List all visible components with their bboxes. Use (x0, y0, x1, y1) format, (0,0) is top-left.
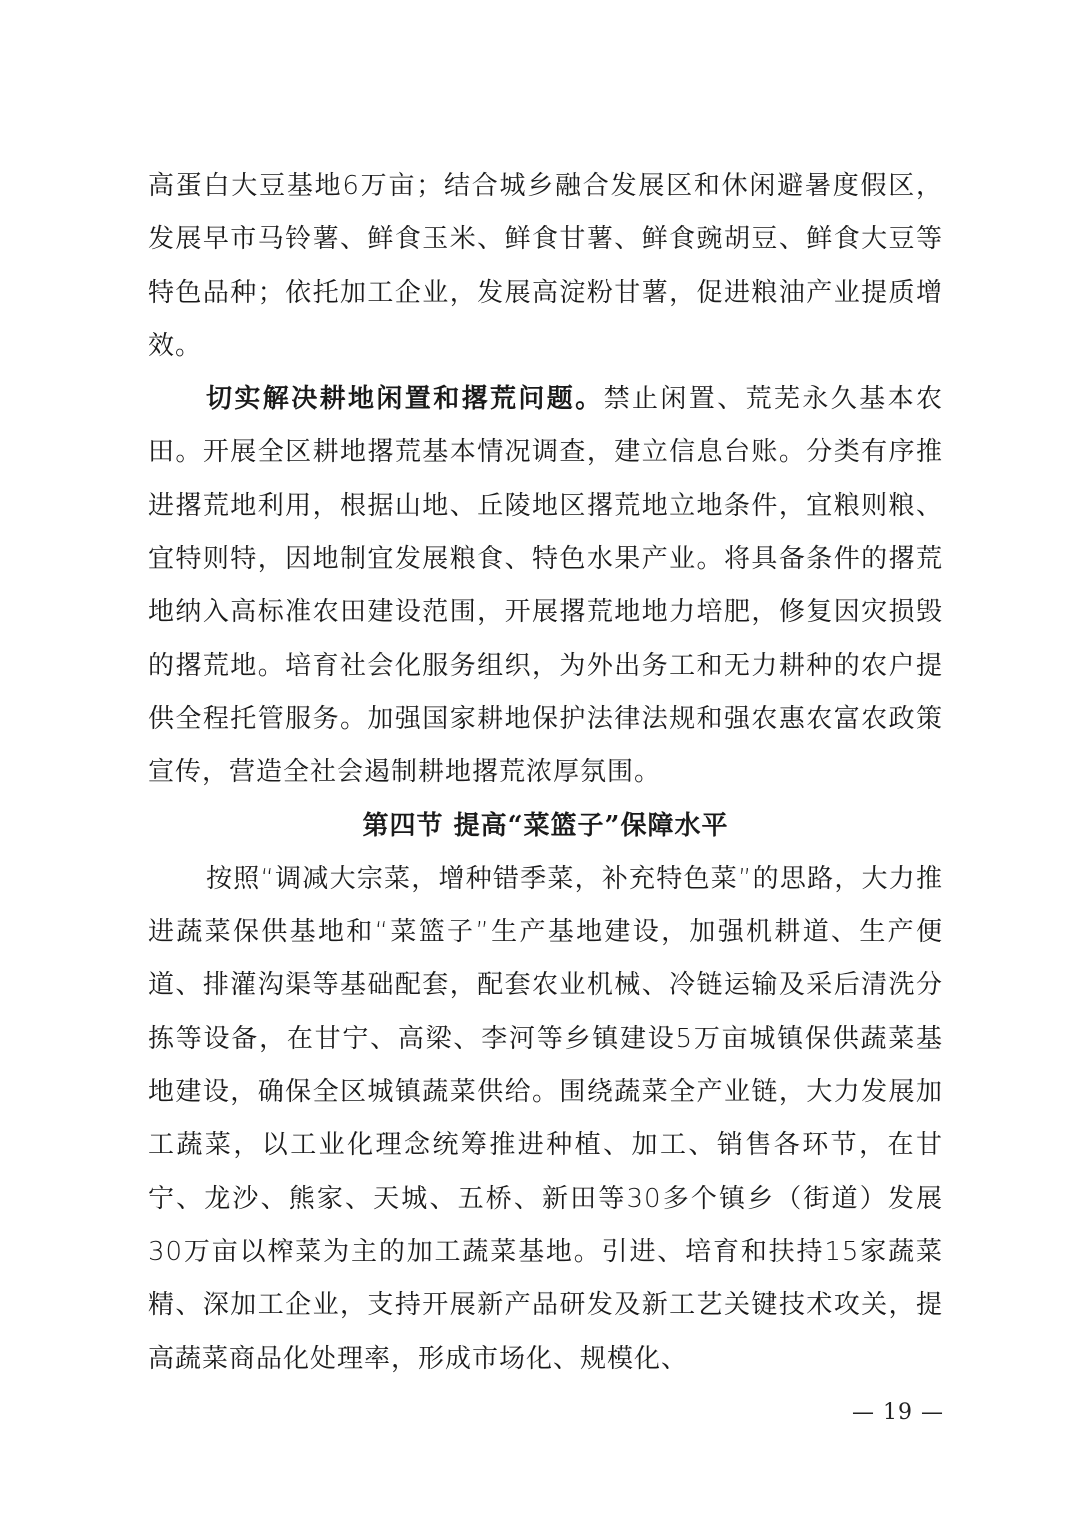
paragraph-lead-heading: 切实解决耕地闲置和撂荒问题。 (206, 384, 604, 415)
paragraph-abandoned-farmland (148, 373, 943, 799)
page-body (148, 160, 943, 1386)
paragraph-vegetable-basket: 按照“调减大宗菜，增种错季菜，补充特色菜”的思路，大力推进蔬菜保供基地和“菜篮子”生产基地建设，加强机耕道、生产便道、排灌沟渠等基础配套，配套农业机械、冷链运输及采后清洗分拣等设备，在甘宁、高梁、李河等乡镇建设5万亩城镇保供蔬菜基地建设，确保全区城镇蔬菜供给。围绕蔬菜全产业链，大力发展加工蔬菜，以工业化理念统筹推进种植、加工、销售各环节，在甘宁、龙沙、熊家、天城、五桥、新田等30多个镇乡（街道）发展30万亩以榨菜为主的加工蔬菜基地。引进、培育和扶持15家蔬菜精、深加工企业，支持开展新产品研发及新工艺关键技术攻关，提高蔬菜商品化处理率，形成市场化、规模化、 (148, 863, 943, 1374)
section-heading: 第四节 提高“菜篮子”保障水平 (362, 810, 729, 841)
page-number: — 19 — (852, 1400, 944, 1425)
paragraph-body-text: 禁止闲置、荒芜永久基本农田。开展全区耕地撂荒基本情况调查，建立信息台账。分类有序推进撂荒地利用，根据山地、丘陵地区撂荒地立地条件，宜粮则粮、宜特则特，因地制宜发展粮食、特色水果产业。将具备条件的撂荒地纳入高标准农田建设范围，开展撂荒地地力培肥，修复因灾损毁的撂荒地。培育社会化服务组织，为外出务工和无力耕种的农户提供全程托管服务。加强国家耕地保护法律法规和强农惠农富农政策宣传，营造全社会遏制耕地撂荒浓厚氛围。 (148, 384, 943, 788)
paragraph-grain-oil: 高蛋白大豆基地6万亩；结合城乡融合发展区和休闲避暑度假区，发展早市马铃薯、鲜食玉米、鲜食甘薯、鲜食豌胡豆、鲜食大豆等特色品种；依托加工企业，发展高淀粉甘薯，促进粮油产业提质增效。 (148, 171, 943, 361)
